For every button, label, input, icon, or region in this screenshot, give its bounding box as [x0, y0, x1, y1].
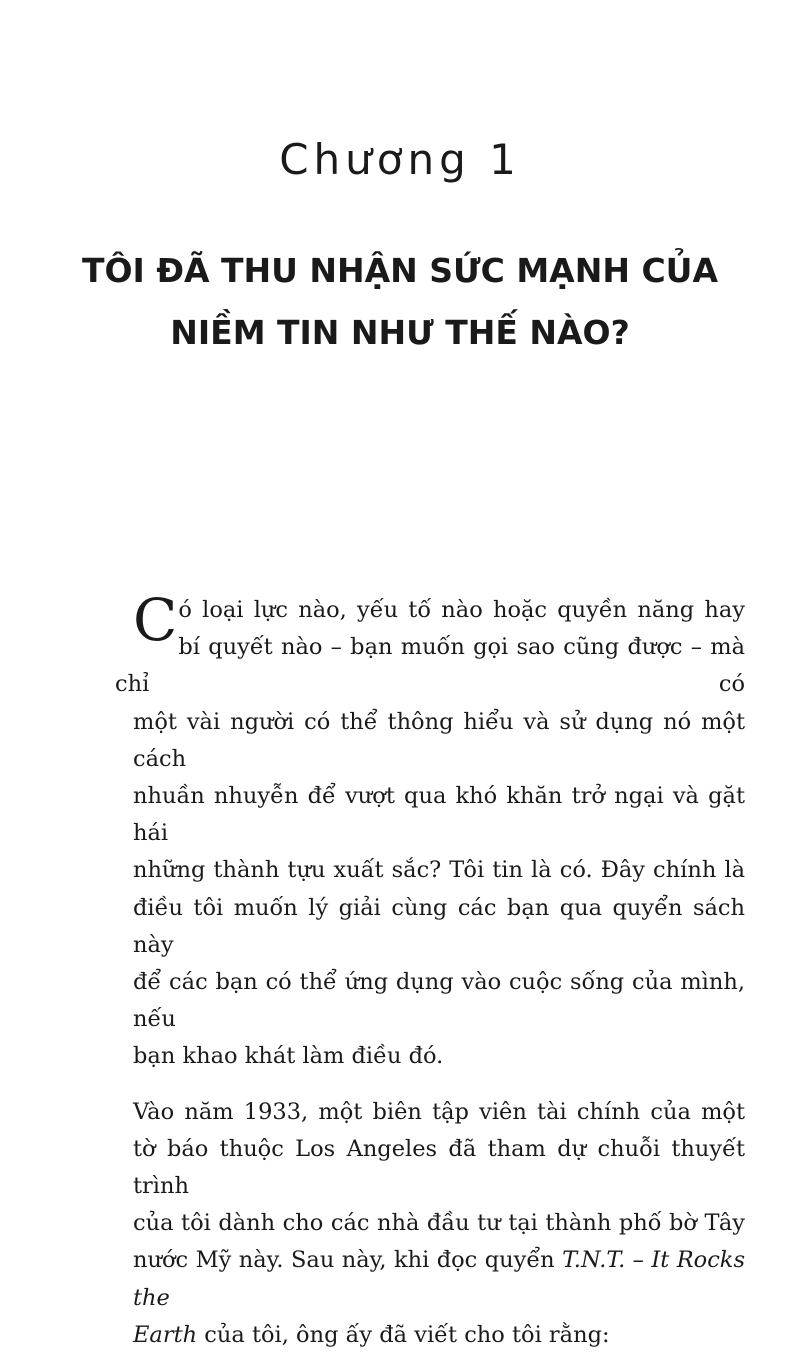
book-title-italic-end: Earth — [133, 1321, 198, 1348]
chapter-title — [60, 240, 740, 364]
book-title-italic: T.N.T. – It Rocks the — [133, 1247, 745, 1311]
paragraph-2 — [133, 1094, 745, 1354]
chapter-title-line-1: TÔI ĐÃ THU NHẬN SỨC MẠNH CỦA — [81, 251, 718, 290]
paragraph-2-line-4-text: nước Mỹ này. Sau này, khi đọc quyển — [133, 1247, 563, 1274]
paragraph-1-line: điều tôi muốn lý giải cùng các bạn qua quyển sách này — [133, 894, 745, 958]
paragraph-1-line: bạn khao khát làm điều đó. — [133, 1043, 444, 1070]
paragraph-1-line: một vài người có thể thông hiểu và sử dụng nó một cách — [133, 708, 745, 772]
chapter-label: Chương 1 — [279, 135, 521, 184]
paragraph-1-line: ó loại lực nào, yếu tố nào hoặc quyền năng hay — [178, 597, 745, 623]
paragraph-2-line — [133, 1242, 745, 1316]
paragraph-2-line: tờ báo thuộc Los Angeles đã tham dự chuỗi thuyết trình — [133, 1135, 745, 1200]
paragraph-1-line: để các bạn có thể ứng dụng vào cuộc sống của mình, nếu — [133, 969, 745, 1033]
paragraph-1-line: những thành tựu xuất sắc? Tôi tin là có. Đây chính là — [133, 857, 745, 884]
paragraph-2-line — [133, 1317, 745, 1354]
paragraph-2-line: của tôi dành cho các nhà đầu tư tại thành phố bờ Tây — [133, 1210, 745, 1237]
paragraph-2-line-5-text: của tôi, ông ấy đã viết cho tôi rằng: — [197, 1321, 610, 1348]
paragraph-2-line — [133, 1094, 745, 1131]
body-text — [115, 586, 745, 1354]
paragraph-1 — [115, 586, 745, 1076]
paragraph-2-line-1-text: Vào năm 1933, một biên tập viên tài chính của một — [133, 1098, 745, 1125]
chapter-title-line-2: NIỀM TIN NHƯ THẾ NÀO? — [170, 313, 630, 352]
paragraph-1-line: bí quyết nào – bạn muốn gọi sao cũng được – mà chỉ có — [115, 634, 745, 698]
paragraph-1-line: nhuần nhuyễn để vượt qua khó khăn trở ngại và gặt hái — [133, 783, 745, 847]
drop-cap: C — [133, 586, 178, 654]
